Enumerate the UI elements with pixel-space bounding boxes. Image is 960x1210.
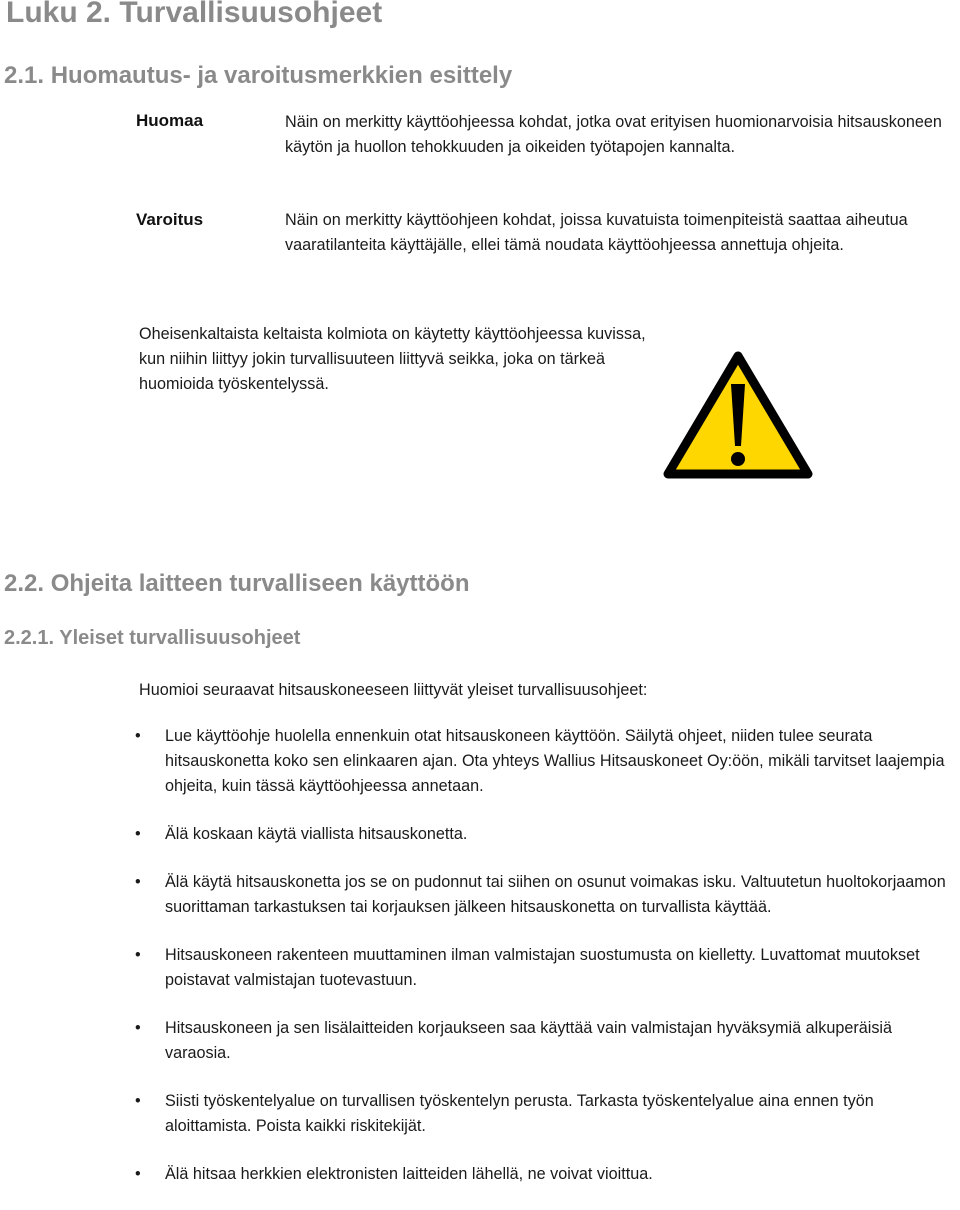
definition-text-varoitus: Näin on merkitty käyttöohjeen kohdat, joissa kuvatuista toimenpiteistä saattaa aiheutua vaaratilanteita käyttäjälle, ellei tämä noudata käyttöohjeessa annettuja ohjeita. bbox=[285, 211, 908, 254]
safety-intro-text: Huomioi seuraavat hitsauskoneeseen liittyvät yleiset turvallisuusohjeet: bbox=[139, 681, 648, 699]
list-item bbox=[130, 1089, 960, 1139]
list-item bbox=[130, 724, 960, 799]
bullet-icon: • bbox=[135, 727, 141, 745]
list-item bbox=[130, 1016, 960, 1066]
list-item bbox=[130, 870, 960, 920]
section-title-2-1: 2.1. Huomautus- ja varoitusmerkkien esittely bbox=[4, 62, 513, 89]
section-title-2-2: 2.2. Ohjeita laitteen turvalliseen käyttöön bbox=[4, 570, 470, 597]
list-item-text: Lue käyttöohje huolella ennenkuin otat hitsauskoneen käyttöön. Säilytä ohjeet, niiden tulee seurata hitsauskonetta koko sen elinkaaren ajan. Ota yhteys Wallius Hitsauskoneet Oy:öön, mikäli tarvitset laajempia ohjeita, kuin tässä käyttöohjeessa annetaan. bbox=[165, 727, 945, 795]
bullet-icon: • bbox=[135, 825, 141, 843]
list-item-text: Hitsauskoneen ja sen lisälaitteiden korjaukseen saa käyttää vain valmistajan hyväksymiä alkuperäisiä varaosia. bbox=[165, 1019, 893, 1062]
list-item-text: Hitsauskoneen rakenteen muuttaminen ilman valmistajan suostumusta on kielletty. Luvattomat muutokset poistavat valmistajan tuotevastuun. bbox=[165, 946, 920, 989]
list-item-text: Älä hitsaa herkkien elektronisten laitteiden lähellä, ne voivat vioittua. bbox=[165, 1165, 653, 1183]
bullet-icon: • bbox=[135, 1019, 141, 1037]
warning-triangle-icon bbox=[662, 348, 814, 482]
bullet-icon: • bbox=[135, 1165, 141, 1183]
list-item-text: Älä käytä hitsauskonetta jos se on pudonnut tai siihen on osunut voimakas isku. Valtuutetun huoltokorjaamon suorittaman tarkastuksen tai korjauksen jälkeen hitsauskonetta on turvallista käyttää. bbox=[165, 873, 946, 916]
definition-term-varoitus: Varoitus bbox=[136, 210, 204, 229]
list-item bbox=[130, 822, 960, 847]
chapter-title: Luku 2. Turvallisuusohjeet bbox=[6, 0, 383, 29]
subsection-title-2-2-1: 2.2.1. Yleiset turvallisuusohjeet bbox=[4, 627, 301, 649]
definition-text-huomaa: Näin on merkitty käyttöohjeessa kohdat, jotka ovat erityisen huomionarvoisia hitsauskoneen käytön ja huollon tehokkuuden ja oikeiden työtapojen kannalta. bbox=[285, 113, 942, 156]
list-item-text: Siisti työskentelyalue on turvallisen työskentelyn perusta. Tarkasta työskentelyalue aina ennen työn aloittamista. Poista kaikki riskitekijät. bbox=[165, 1092, 874, 1135]
list-item bbox=[130, 943, 960, 993]
list-item bbox=[130, 1162, 960, 1187]
list-item-text: Älä koskaan käytä viallista hitsauskonetta. bbox=[165, 825, 468, 843]
bullet-icon: • bbox=[135, 1092, 141, 1110]
bullet-icon: • bbox=[135, 946, 141, 964]
bullet-icon: • bbox=[135, 873, 141, 891]
definition-term-huomaa: Huomaa bbox=[136, 111, 204, 130]
safety-instruction-list bbox=[130, 724, 960, 1210]
triangle-note-text: Oheisenkaltaista keltaista kolmiota on käytetty käyttöohjeessa kuvissa, kun niihin liittyy jokin turvallisuuteen liittyvä seikka, joka on tärkeä huomioida työskentelyssä. bbox=[139, 325, 646, 393]
